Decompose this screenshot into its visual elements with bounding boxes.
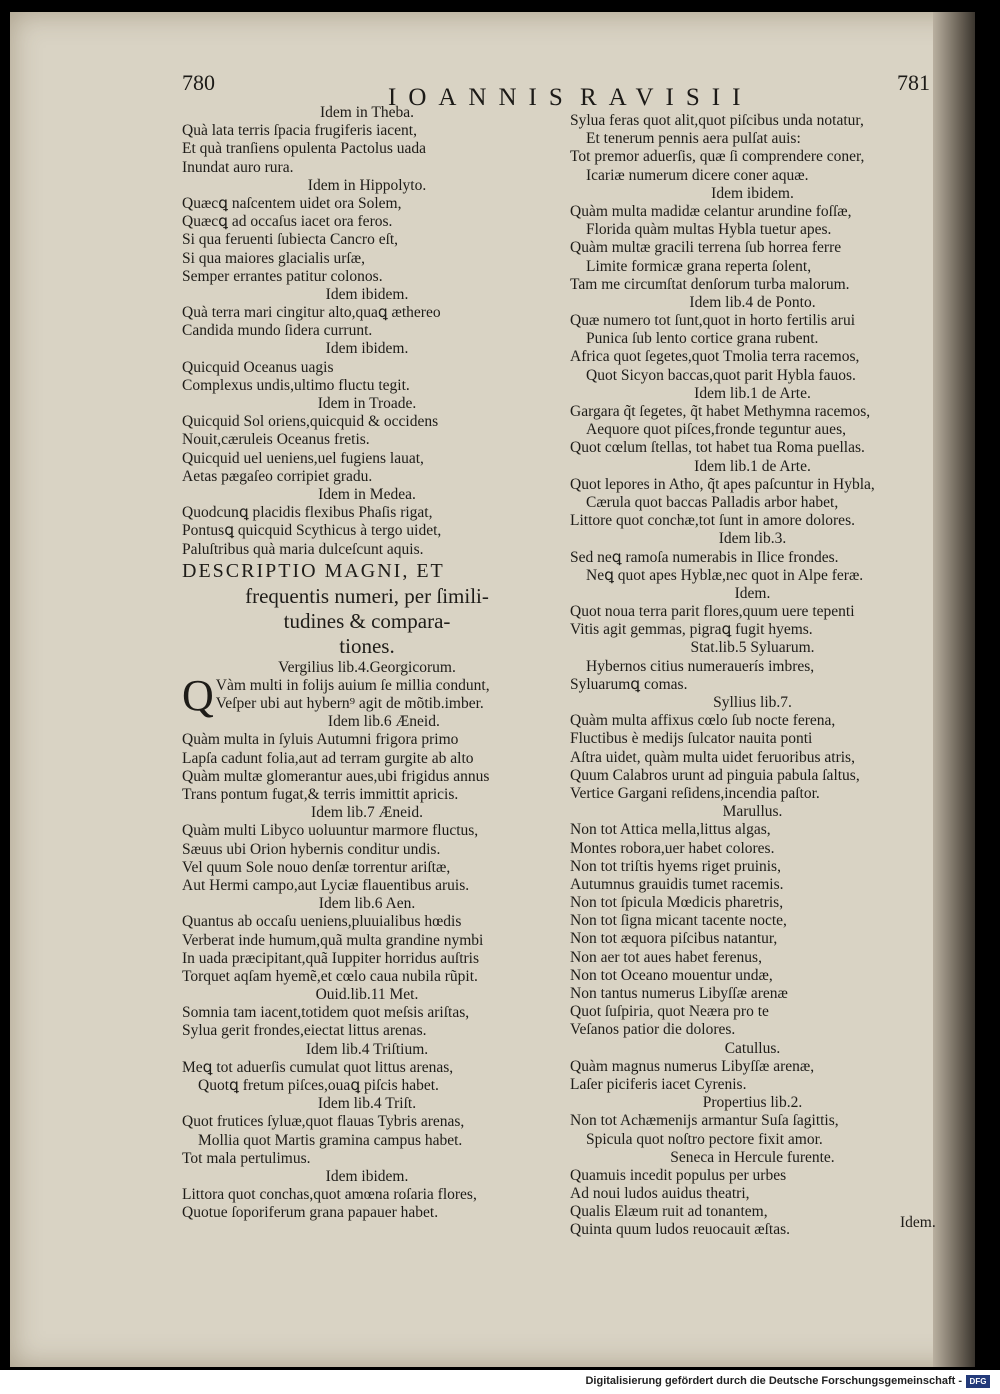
verse-line: Non tot Attica mella,littus algas, (570, 821, 771, 839)
citation-line: Catullus. (724, 1039, 781, 1057)
verse-line: Non tot triſtis hyems riget pruinis, (570, 857, 781, 875)
verse-line: Non aer tot aues habet ferenus, (570, 948, 762, 966)
verse-line: Somnia tam iacent,totidem quot meſsis ariſtas, (182, 1004, 470, 1022)
citation-line: Idem ibidem. (325, 1167, 409, 1185)
verse-line: Aetas pægaſeo corripiet gradu. (182, 467, 373, 485)
verse-line: Quàm multi Libyco uoluuntur marmore fluctus, (182, 822, 479, 840)
citation-line: Idem lib.4 Triſt. (317, 1095, 417, 1113)
citation-line: Idem in Troade. (317, 395, 417, 412)
left-page-number: 780 (182, 70, 215, 95)
verse-line: Gargara q̃t ſegetes, q̃t habet Methymna racemos, (570, 403, 871, 420)
verse-line: Sed neꝗ ramoſa numerabis in Ilice frondes. (570, 548, 839, 566)
verse-line: Autumnus grauidis tumet racemis. (570, 875, 784, 893)
verse-line: Veſanos patior die dolores. (570, 1021, 736, 1039)
verse-line: Candida mundo ſidera currunt. (182, 322, 373, 340)
verse-line: Cærula quot baccas Palladis arbor habet, (586, 493, 839, 511)
section-heading-line: tiones. (339, 633, 395, 658)
verse-line: Pontusꝗ quicquid Scythicus à tergo uidet, (182, 522, 442, 540)
verse-line: Quotue ſoporiferum grana papauer habet. (182, 1204, 439, 1222)
citation-line: Ouid.lib.11 Met. (315, 986, 419, 1004)
citation-line: Idem lib.4 Triſtium. (305, 1040, 429, 1058)
footer-credit: Digitalisierung gefördert durch die Deutsche Forschungsgemeinschaft - (585, 1375, 962, 1387)
verse-line: Si qua maiores glacialis urſæ, (182, 249, 365, 267)
right-text-column (570, 112, 935, 1240)
citation-line: Idem lib.7 Æneid. (311, 804, 423, 822)
verse-line: Quodcunꝗ placidis flexibus Phaſis rigat, (182, 504, 433, 522)
verse-line: Sæuus ubi Orion hybernis conditur undis. (182, 840, 441, 858)
verse-line: Non tot ſigna micant tacente nocte, (570, 912, 787, 930)
citation-line: Idem in Medea. (318, 485, 416, 503)
verse-line: In uada præcipitant,quã Iuppiter horridus auſtris (182, 949, 480, 967)
verse-line: Quàm multæ gracili terrena ſub horrea ferre (570, 239, 842, 257)
left-text-column (182, 104, 552, 1223)
verse-line: Quæ numero tot ſunt,quot in horto fertilis arui (570, 312, 855, 330)
verse-line: Quicquid uel ueniens,uel fugiens lauat, (182, 449, 424, 467)
drop-cap: Q (182, 670, 214, 720)
verse-line: Tot mala pertulimus. (182, 1149, 311, 1167)
verse-line: Quot ſuſpiria, quot Neæra pro te (570, 1003, 769, 1021)
verse-line: Quot noua terra parit flores,quum uere tepenti (570, 603, 855, 621)
verse-line: Qualis Elæum ruit ad tonantem, (570, 1203, 768, 1221)
verse-line: Quàm multæ glomerantur aues,ubi frigidus annus (182, 767, 490, 785)
verse-line: Laſer piciferis iacet Cyrenis. (570, 1075, 747, 1093)
verse-line: Quot cœlum ſtellas, tot habet tua Roma puellas. (570, 439, 865, 457)
citation-line: Idem in Theba. (320, 104, 414, 121)
section-heading-line: tudines & compara- (283, 608, 451, 633)
verse-line: Trans pontum fugat,& terris immittit apricis. (182, 786, 459, 803)
verse-line: Quinta quum ludos reuocauit æſtas. (570, 1221, 790, 1239)
verse-line: Lapſa cadunt folia,aut ad terram gurgite ab alto (182, 749, 474, 767)
verse-line: Sylua feras quot alit,quot piſcibus unda notatur, (570, 112, 864, 129)
verse-line: Quicquid Oceanus uagis (182, 358, 334, 376)
verse-line: Hybernos citius numerauerís imbres, (586, 657, 815, 675)
verse-line: Florida quàm multas Hybla tuetur apes. (586, 221, 832, 239)
verse-line: Non tot Oceano mouentur undæ, (570, 966, 773, 984)
right-page-number: 781 (897, 70, 930, 95)
verse-line: Quicquid Sol oriens,quicquid & occidens (182, 413, 439, 431)
verse-line: Aequore quot piſces,fronde teguntur aues, (586, 421, 846, 439)
verse-line: Quàm multa madidæ celantur arundine foſſæ, (570, 202, 852, 220)
verse-line: Aſtra uidet, quàm multa uidet feruoribus atris, (570, 748, 855, 766)
citation-line: Stat.lib.5 Syluarum. (690, 639, 815, 657)
verse-line: Sylua gerit frondes,eiectat littus arenas. (182, 1022, 427, 1040)
verse-line: Quà lata terris ſpacia frugiferis iacent, (182, 122, 417, 140)
verse-line: Torquet aqſam hyemẽ,et cœlo caua nubila rũpit. (182, 967, 478, 985)
section-heading-line: frequentis numeri, per ſimili- (245, 583, 489, 608)
book-spine (933, 12, 975, 1367)
citation-line: Seneca in Hercule furente. (670, 1148, 835, 1166)
verse-line: Non tot æquora piſcibus natantur, (570, 930, 778, 948)
verse-line: Complexus undis,ultimo fluctu tegit. (182, 376, 410, 394)
verse-line: Quot frutices ſyluæ,quot flauas Tybris arenas, (182, 1113, 465, 1131)
verse-line: Mollia quot Martis gramina campus habet. (198, 1131, 463, 1149)
citation-line: Idem lib.3. (718, 530, 787, 548)
verse-line: Vertice Gargani reſidens,incendia paſtor. (570, 784, 820, 802)
verse-text: Vàm multi in folijs auium ſe millia condunt, (215, 676, 490, 694)
verse-line: Limite formicæ grana reperta ſolent, (586, 257, 812, 275)
verse-line: Vel quum Sole nouo denſæ torrentur ariſtæ, (182, 858, 451, 876)
verse-line: Spicula quot noſtro pectore fixit amor. (586, 1130, 823, 1148)
verse-line: Si qua feruenti ſubiecta Cancro eſt, (182, 231, 399, 249)
verse-line: Montes robora,uer habet colores. (570, 839, 775, 857)
verse-line: Paluſtribus quà maria dulceſcunt aquis. (182, 540, 424, 558)
verse-line: Icariæ numerum dicere coner aquæ. (586, 166, 809, 184)
verse-line: Littore quot conchæ,tot ſunt in amore dolores. (570, 512, 855, 530)
citation-line: Idem. (734, 584, 771, 602)
verse-line: Neꝗ quot apes Hyblæ,nec quot in Alpe feræ. (586, 566, 864, 584)
verse-line: Quot lepores in Atho, q̃t apes paſcuntur in Hybla, (570, 475, 875, 493)
verse-line: Littora quot conchas,quot amœna roſaria flores, (182, 1186, 477, 1204)
verse-line: Meꝗ tot aduerſis cumulat quot littus arenas, (182, 1058, 454, 1076)
citation-line: Idem ibidem. (325, 340, 409, 358)
verse-line: Quæcꝗ naſcentem uidet ora Solem, (182, 194, 402, 212)
section-heading-line: DESCRIPTIO MAGNI, ET (182, 559, 445, 582)
catchword: Idem. (900, 1214, 936, 1231)
verse-line: Veſper ubi aut hybern⁹ agit de mõtib.imber. (215, 695, 484, 713)
verse-line: Non tantus numerus Libyſſæ arenæ (570, 985, 788, 1002)
verse-line: Quàm multa in ſyluis Autumni frigora primo (182, 731, 459, 749)
verse-line: Et tenerum pennis aera pulſat auis: (586, 130, 801, 148)
verse-line: Quæcꝗ ad occaſus iacet ora feros. (182, 213, 393, 231)
citation-line: Idem lib.1 de Arte. (694, 457, 811, 475)
citation-line: Idem in Hippolyto. (307, 176, 427, 194)
verse-line: Tot premor aduerſis, quæ ſi comprendere coner, (570, 148, 865, 166)
verse-line: Quum Calabros urunt ad pinguia pabula ſaltus, (570, 766, 860, 784)
verse-line: Quà terra mari cingitur alto,quaꝗ æthereo (182, 304, 441, 322)
verse-line: Quàm multa affixus cœlo ſub nocte ferena, (570, 712, 836, 730)
verse-line: Syluarumꝗ comas. (570, 675, 688, 693)
citation-line: Idem ibidem. (711, 184, 794, 202)
citation-line: Vergilius lib.4.Georgicorum. (278, 658, 456, 676)
verse-line: Ad noui ludos auidus theatri, (570, 1185, 750, 1203)
verse-line: Fluctibus è medijs ſulcator nauita ponti (570, 730, 813, 748)
verse-line: Quot Sicyon baccas,quot parit Hybla fauos. (586, 366, 856, 384)
digitization-footer (0, 1370, 1000, 1394)
citation-line: Marullus. (722, 803, 783, 821)
verse-line: Nouit,cæruleis Oceanus fretis. (182, 431, 370, 449)
verse-line: Africa quot ſegetes,quot Tmolia terra racemos, (570, 348, 860, 366)
citation-line: Idem lib.1 de Arte. (694, 384, 811, 402)
verse-line: Et quà tranſiens opulenta Pactolus uada (182, 140, 427, 158)
citation-line: Idem ibidem. (325, 285, 409, 303)
verse-line: Non tot Achæmenijs armantur Suſa ſagittis, (570, 1112, 839, 1130)
running-title-left: IOANNIS (388, 84, 575, 111)
verse-line: Tam me circumſtat denſorum turba malorum. (570, 275, 850, 293)
citation-line: Idem lib.4 de Ponto. (689, 293, 816, 311)
verse-line: Punica ſub lento cortice grana rubent. (586, 330, 819, 348)
verse-line: Semper errantes patitur colonos. (182, 267, 383, 285)
verse-line: Quàm magnus numerus Libyſſæ arenæ, (570, 1057, 815, 1075)
citation-line: Syllius lib.7. (713, 694, 792, 711)
citation-line: Idem lib.6 Aen. (318, 895, 416, 913)
verse-line: Vitis agit gemmas, pigraꝗ fugit hyems. (570, 621, 813, 639)
verse-line: Quotꝗ fretum piſces,ouaꝗ piſcis habet. (198, 1077, 439, 1094)
verse-line: Inundat auro rura. (182, 158, 294, 176)
verse-line: Non tot ſpicula Mœdicis pharetris, (570, 894, 784, 912)
verse-line: Quantus ab occaſu ueniens,pluuialibus hœdis (182, 913, 462, 931)
citation-line: Propertius lib.2. (702, 1094, 803, 1112)
verse-line: Aut Hermi campo,aut Lyciæ flauentibus aruis. (182, 876, 470, 894)
verse-line: Quamuis incedit populus per urbes (570, 1166, 787, 1184)
verse-line: Verberat inde humum,quã multa grandine nymbi (182, 931, 484, 949)
dfg-logo: DFG (966, 1375, 990, 1388)
running-title-right: RAVISII (580, 84, 753, 111)
citation-line: Idem lib.6 Æneid. (327, 713, 440, 731)
